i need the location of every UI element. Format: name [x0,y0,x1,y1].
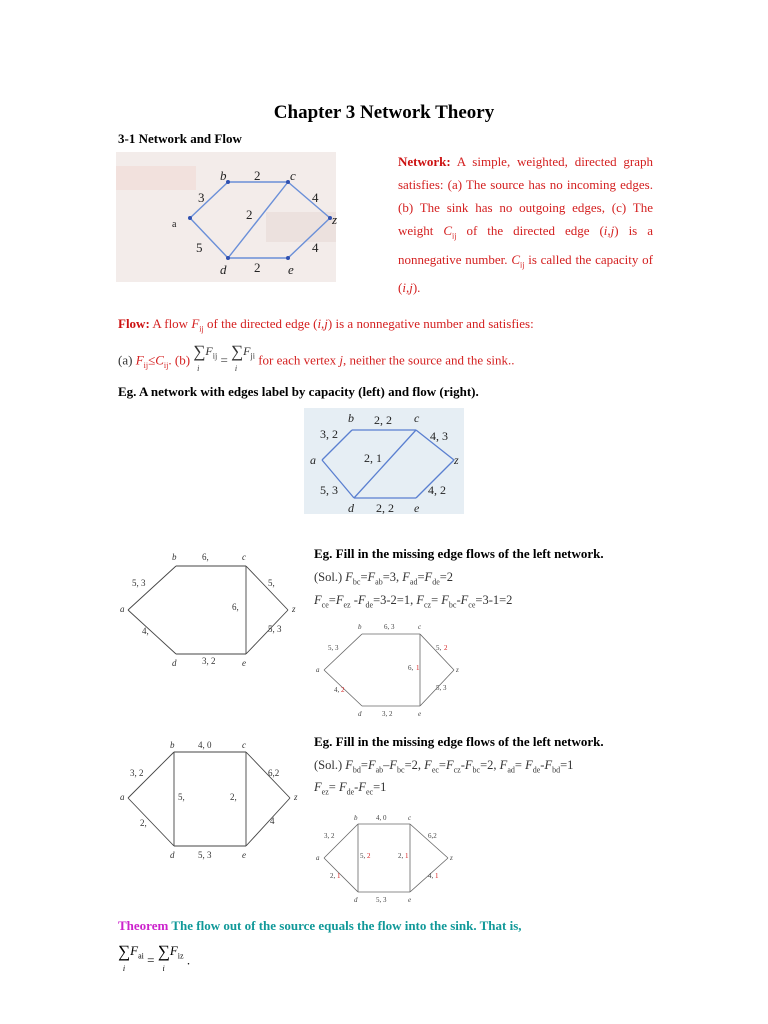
edge-label-ad: 4, [334,686,340,694]
network-graph-example3-solution [312,812,468,904]
edge-label-ad-filled: 1 [337,872,341,880]
theorem-label: Theorem [118,918,169,933]
section-heading: 3-1 Network and Flow [118,131,242,146]
edge-label-ce-filled: 1 [416,664,420,672]
node-d: d [348,501,354,515]
example1-caption: Eg. A network with edges label by capacity (left) and flow (right). [118,384,479,399]
edge-label-ab: 3, 2 [324,832,335,840]
node-e: e [414,501,420,515]
edge-label-ez: 4 [312,240,319,255]
node-c: c [242,552,246,562]
edge-label-cz: 5, [436,644,442,652]
node-e: e [242,850,246,860]
edge-label-ce: 6, [408,664,414,672]
node-z: z [454,453,459,467]
node-d: d [172,658,177,668]
edge-label-de: 5, 3 [198,850,212,860]
edge-label-de: 2, 2 [376,501,394,515]
edge-label-ad-filled: 2 [341,686,345,694]
node-c: c [418,623,422,631]
edge-label-bc: 4, 0 [376,814,387,822]
network-label: Network: [398,154,451,169]
node-a: a [120,604,125,614]
node-b: b [172,552,177,562]
sum-fij: $\sum F_{ij}$ i [193,342,218,373]
edge-label-ab: 3, 2 [320,427,338,441]
node-a: a [316,666,320,674]
edge-label-ab: 5, 3 [132,578,146,588]
node-b: b [358,623,362,631]
edge-label-bc: 2 [254,168,261,183]
edge-label-ad: 2, [330,872,336,880]
edge-label-bc: 6, 3 [384,623,395,631]
node-a: a [120,792,125,802]
node-c: c [414,411,420,425]
network-graph-capacity-flow [304,408,464,514]
node-c: c [408,814,412,822]
edge-label-de: 2 [254,260,261,275]
theorem-statement: Theorem The flow out of the source equals the flow into the sink. That is, [118,918,522,933]
example2-caption: Eg. Fill in the missing edge flows of the left network. [314,546,604,561]
node-z: z [456,666,459,674]
edge-label-ce: 6, [232,602,239,612]
edge-label-ad: 5 [196,240,203,255]
node-b: b [220,168,227,183]
node-b: b [170,740,175,750]
edge-label-bd-filled: 2 [367,852,371,860]
edge-label-ab: 5, 3 [328,644,339,652]
edge-label-cz: 4, 3 [430,429,448,443]
edge-label-ce-filled: 1 [405,852,409,860]
node-e: e [408,896,412,904]
sum-fji: $\sum F_{ji}$ i [231,342,255,373]
edge-label-ce: 2, [398,852,404,860]
edge-label-ez-filled: 1 [435,872,439,880]
example2-solution-line2: $F_{ce}=F_{ez}$ $-F_{de}=3-2=1$, $F_{cz}= F_{bc}-F_{ce}=3-1=2$ [314,593,513,610]
node-b: b [348,411,354,425]
network-graph-capacity [116,152,336,282]
network-graph-example2-solution [312,620,468,720]
edge-label-ez: 4 [270,816,275,826]
example3-caption: Eg. Fill in the missing edge flows of the left network. [314,734,604,749]
edge-label-ad: 4, [142,626,149,636]
node-d: d [220,262,227,277]
edge-label-ab: 3, 2 [130,768,144,778]
edge-label-ad: 2, [140,818,147,828]
flow-conditions: (a) $F_{ij}\le C_{ij}$. (b) $\sum F_{ij}$ $i = \sum F_{ji}$ i for each vertex j, neither the source and the sink.. [118,342,515,373]
node-z: z [292,604,296,614]
edge-label-ez: 5, 3 [268,624,282,634]
node-d: d [358,710,362,718]
edge-label-ez: 4, [428,872,434,880]
page-title: Chapter 3 Network Theory [273,102,495,123]
edge-label-bc: 6, [202,552,209,562]
edge-label-de: 5, 3 [376,896,387,904]
node-e: e [288,262,294,277]
edge-label-cz: 6,2 [268,768,280,778]
edge-label-cz: 4 [312,190,319,205]
edge-label-ce: 2, [230,792,237,802]
edge-label-cz: 5, [268,578,275,588]
edge-label-cz-filled: 2 [444,644,448,652]
node-c: c [242,740,246,750]
network-graph-example3 [118,738,308,862]
node-a: a [310,453,316,467]
node-d: d [354,896,358,904]
edge-label-ez: 4, 2 [428,483,446,497]
network-definition: Network: A simple, weighted, directed graph satisfies: (a) The source has no incoming edges. (b) The sink has no outgoing edges, (c) The weight $C_{ij}$ of the directed edge (i,j) is a nonnegative number. $C_{ij}$ is called the capacity of (i,j). [398,154,653,296]
edge-label-de: 3, 2 [382,710,393,718]
edge-label-cd: 2, 1 [364,451,382,465]
edge-label-bc: 4, 0 [198,740,212,750]
edge-label-cd: 2 [246,207,253,222]
edge-label-ad: 5, 3 [320,483,338,497]
node-z: z [450,854,453,862]
network-graph-example2 [118,548,308,670]
theorem-equation: $\sum F_{ai}$ $i = \sum F_{iz}$ i . [118,942,191,973]
edge-label-ab: 3 [198,190,205,205]
node-z: z [332,212,338,227]
node-e: e [242,658,246,668]
edge-label-bd: 5, [178,792,185,802]
node-c: c [290,168,296,183]
flow-definition: Flow: A flow $F_{ij}$ of the directed edge (i,j) is a nonnegative number and satisfies: [118,316,534,334]
edge-label-cz: 6,2 [428,832,437,840]
edge-label-bc: 2, 2 [374,413,392,427]
edge-label-ez: 5, 3 [436,684,447,692]
edge-label-bd: 5, [360,852,366,860]
node-a: a [316,854,320,862]
node-e: e [418,710,422,718]
example2-solution-line1: (Sol.) $F_{bc}=F_{ab}=3$, $F_{ad}=F_{de}=2$ [314,570,454,587]
node-z: z [294,792,298,802]
flow-label: Flow: [118,316,150,331]
node-a: a [172,219,177,230]
node-b: b [354,814,358,822]
edge-label-de: 3, 2 [202,656,216,666]
example3-solution-line2: $F_{ez}= F_{de}-F_{ec}=1$ [314,780,387,797]
example3-solution-line1: (Sol.) $F_{bd}=F_{ab}-F_{bc}=2$, $F_{ec}=F_{cz}-F_{bc}=2$, $F_{ad}= F_{de}-F_{bd}=1$ [314,758,574,775]
node-d: d [170,850,175,860]
